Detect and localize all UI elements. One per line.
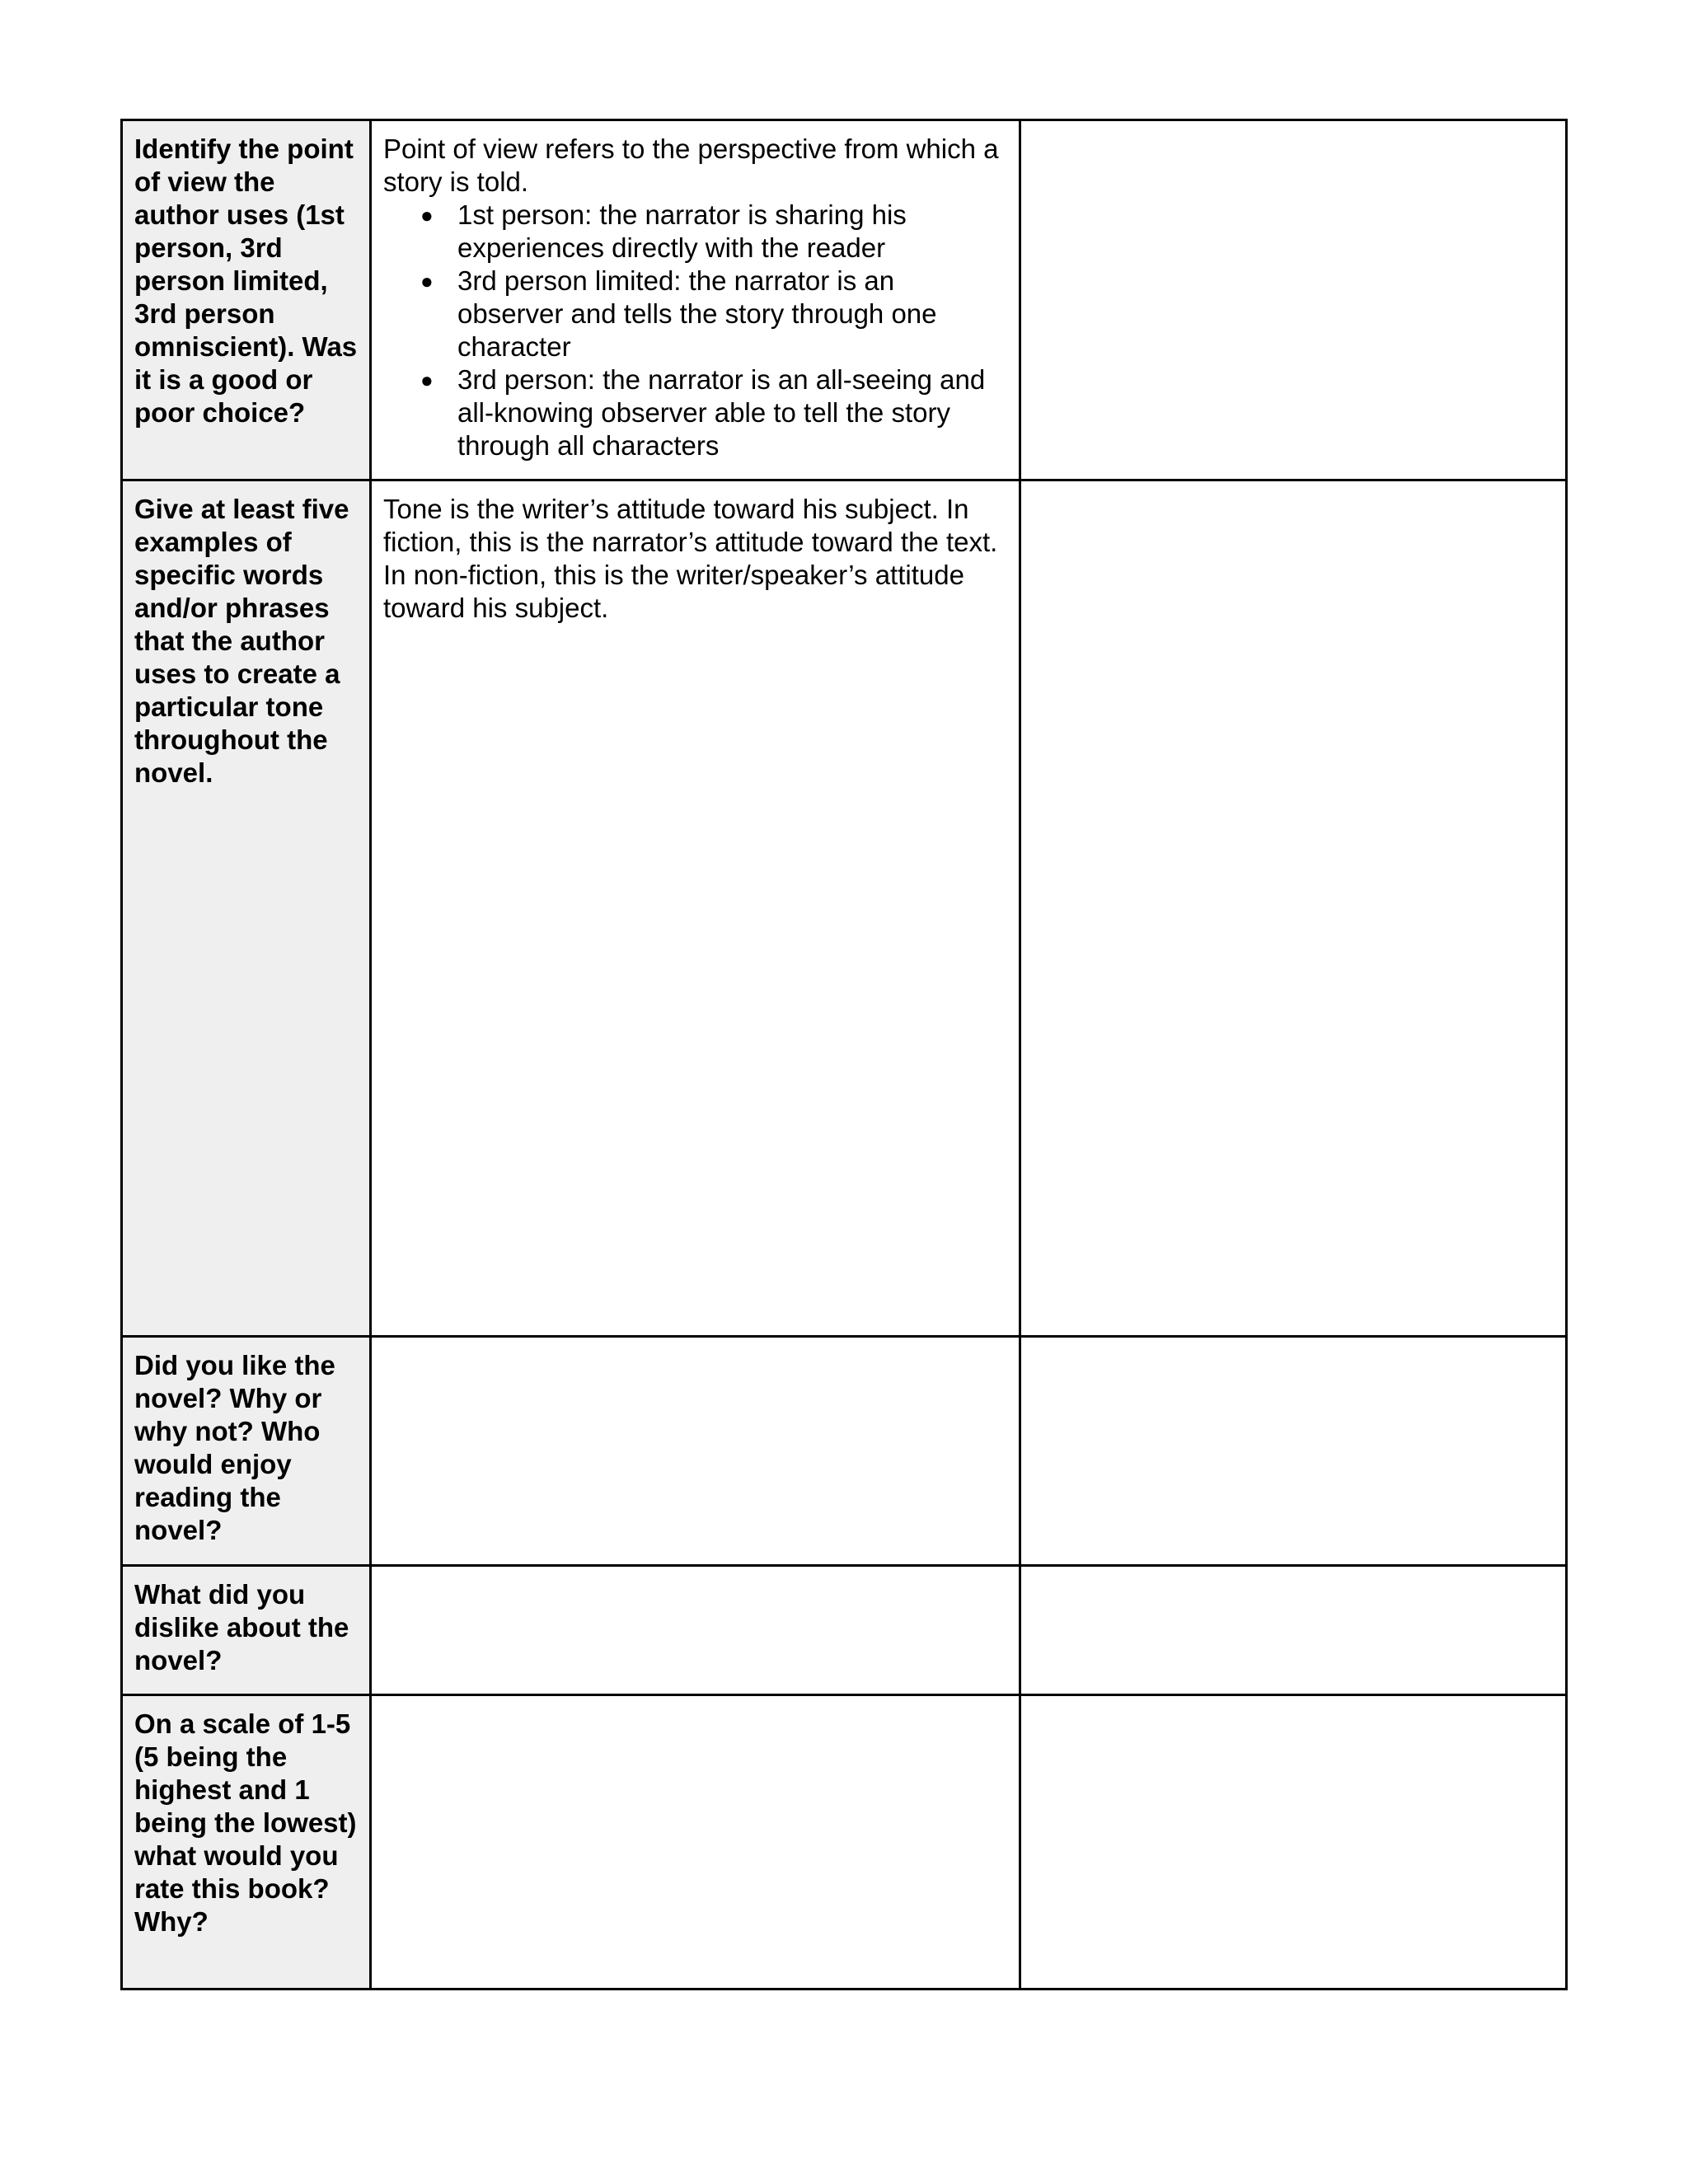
response-cell[interactable] [1020,1695,1567,1990]
response-cell[interactable] [1020,120,1567,480]
response-cell[interactable] [1020,480,1567,1337]
description-cell [371,120,1020,480]
bullet-icon: ● [420,368,434,392]
bullet-icon: ● [420,269,434,293]
question-cell: Give at least five examples of specific words and/or phrases that the author uses to create a particular tone throughout the novel. [122,480,371,1337]
list-item [420,265,1007,363]
list-item-text: 3rd person limited: the narrator is an observer and tells the story through one character [457,265,937,362]
list-item-text: 3rd person: the narrator is an all-seeing and all-knowing observer able to tell the story through all characters [457,364,986,461]
question-cell: Did you like the novel? Why or why not? Who would enjoy reading the novel? [122,1337,371,1566]
list-item [420,363,1007,462]
table-row-tone [122,480,1567,1337]
bullet-icon: ● [420,203,434,227]
list-item [420,199,1007,265]
bullet-list [383,199,1007,462]
question-cell: On a scale of 1-5 (5 being the highest and 1 being the lowest) what would you rate this book? Why? [122,1695,371,1990]
response-cell[interactable] [1020,1337,1567,1566]
response-cell[interactable] [1020,1566,1567,1695]
list-item-text: 1st person: the narrator is sharing his experiences directly with the reader [457,199,907,263]
table-row-like-novel [122,1337,1567,1566]
description-text: Point of view refers to the perspective from which a story is told. [383,134,999,197]
worksheet-table [120,119,1568,1990]
question-cell: Identify the point of view the author uses (1st person, 3rd person limited, 3rd person omniscient). Was it is a good or poor choice? [122,120,371,480]
description-cell[interactable] [371,1566,1020,1695]
table-row-rating [122,1695,1567,1990]
table-row-point-of-view [122,120,1567,480]
description-cell[interactable] [371,1695,1020,1990]
question-cell: What did you dislike about the novel? [122,1566,371,1695]
description-cell [371,480,1020,1337]
description-text: Tone is the writer’s attitude toward his subject. In fiction, this is the narrator’s attitude toward the text. In non-fiction, this is the writer/speaker’s attitude toward his subject. [383,494,998,623]
description-cell[interactable] [371,1337,1020,1566]
table-row-dislike [122,1566,1567,1695]
